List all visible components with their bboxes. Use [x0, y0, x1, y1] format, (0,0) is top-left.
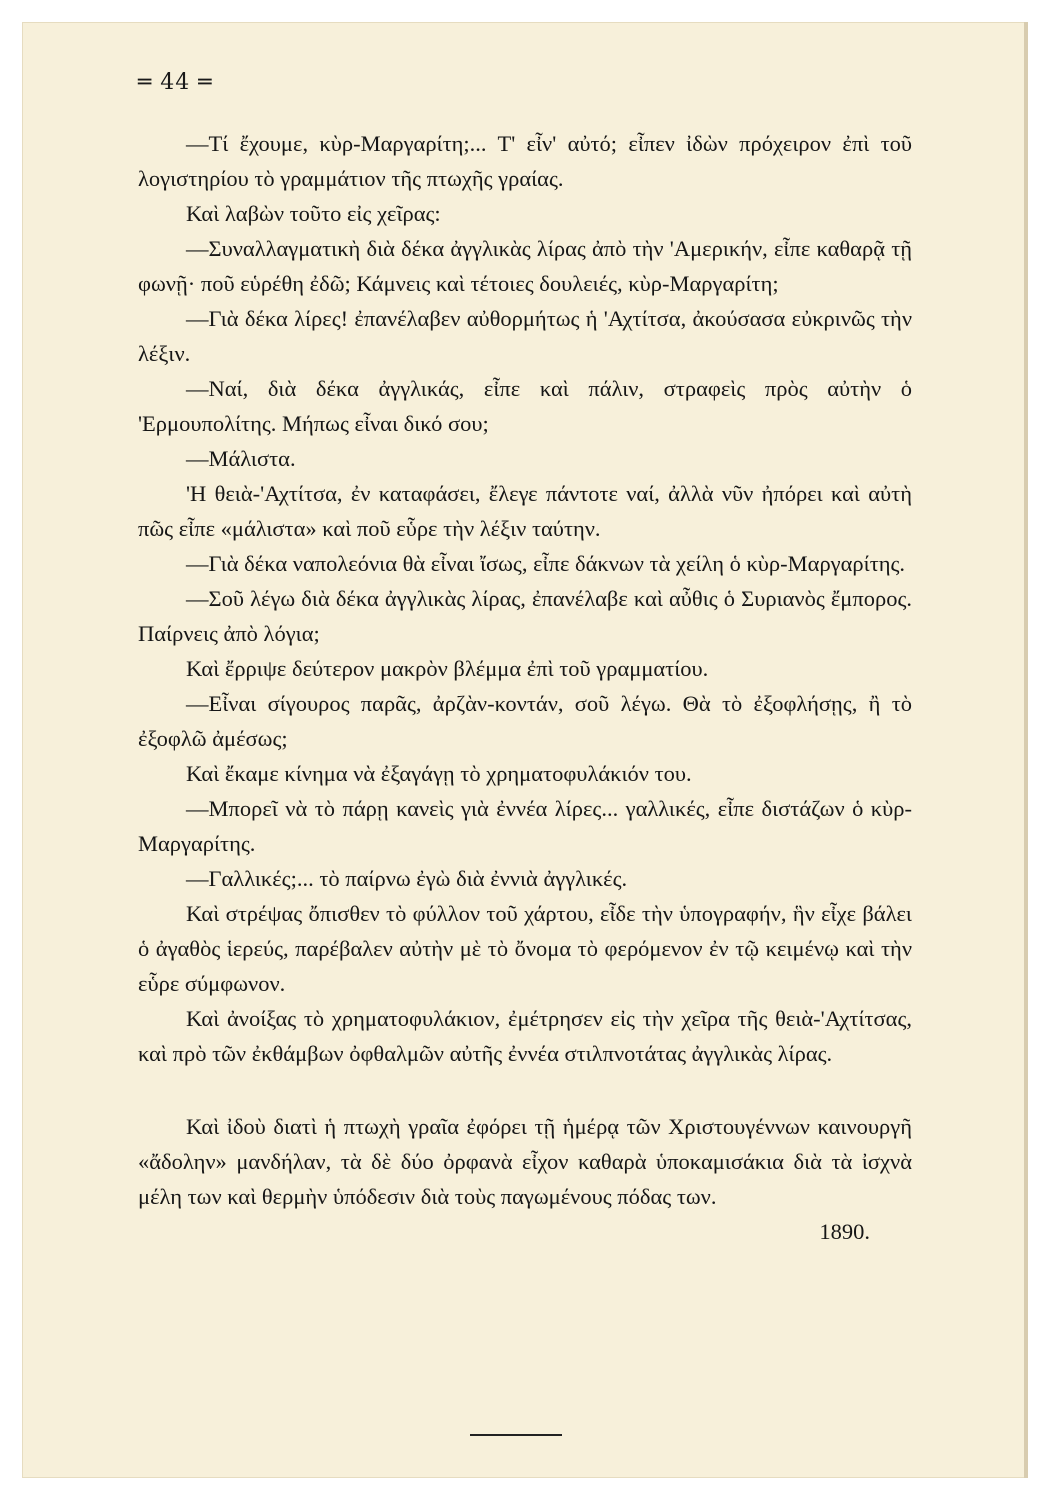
date-line: 1890.	[819, 1219, 870, 1244]
paragraph: —Μάλιστα.	[186, 446, 296, 471]
paragraph: —Γιὰ δέκα ναπολεόνια θὰ εἶναι ἴσως, εἶπε δάκνων τὰ χείλη ὁ κὺρ-Μαργαρίτης.	[186, 551, 906, 576]
paragraph: Καὶ ἀνοίξας τὸ χρηματοφυλάκιον, ἐμέτρησεν εἰς τὴν χεῖρα τῆς θειὰ-'Αχτίτσας, καὶ πρὸ τῶν ἐκθάμβων ὀφθαλμῶν αὐτῆς ἐννέα στιλπνοτάτας ἀγγλικὰς λίρας.	[138, 1006, 912, 1066]
paragraph: —Γαλλικές;... τὸ παίρνω ἐγὼ διὰ ἐννιὰ ἀγγλικές.	[186, 866, 628, 891]
page-body	[138, 126, 912, 1249]
paragraph: —Τί ἔχουμε, κὺρ-Μαργαρίτη;... Τ' εἶν' αὐτό; εἶπεν ἰδὼν πρόχειρον ἐπὶ τοῦ λογιστηρίου τὸ γραμμάτιον τῆς πτωχῆς γραίας.	[138, 131, 912, 191]
paragraph: Καὶ στρέψας ὄπισθεν τὸ φύλλον τοῦ χάρτου, εἶδε τὴν ὑπογραφήν, ἣν εἶχε βάλει ὁ ἀγαθὸς ἱερεύς, παρέβαλεν αὐτὴν μὲ τὸ ὄνομα τὸ φερόμενον ἐν τῷ κειμένῳ καὶ τὴν εὗρε σύμφωνον.	[138, 901, 912, 996]
paragraph: Καὶ λαβὼν τοῦτο εἰς χεῖρας:	[186, 201, 441, 226]
paragraph: Καὶ ἔρριψε δεύτερον μακρὸν βλέμμα ἐπὶ τοῦ γραμματίου.	[186, 656, 709, 681]
closing-paragraph: Καὶ ἰδοὺ διατὶ ἡ πτωχὴ γραῖα ἐφόρει τῇ ἡμέρᾳ τῶν Χριστουγέννων καινουργῆ «ἄδολην» μανδήλαν, τὰ δὲ δύο ὀρφανὰ εἶχον καθαρὰ ὑποκαμισάκια διὰ τὰ ἰσχνὰ μέλη των καὶ θερμὴν ὑπόδεσιν διὰ τοὺς παγωμένους πόδας των.	[138, 1114, 912, 1209]
paragraph: —Εἶναι σίγουρος παρᾶς, ἀρζὰν-κοντάν, σοῦ λέγω. Θὰ τὸ ἐξοφλήσῃς, ἢ τὸ ἐξοφλῶ ἀμέσως;	[138, 691, 912, 751]
paragraph: —Σοῦ λέγω διὰ δέκα ἀγγλικὰς λίρας, ἐπανέλαβε καὶ αὖθις ὁ Συριανὸς ἔμπορος. Παίρνεις ἀπὸ λόγια;	[138, 586, 912, 646]
paragraph: 'Η θειὰ-'Αχτίτσα, ἐν καταφάσει, ἔλεγε πάντοτε ναί, ἀλλὰ νῦν ἠπόρει καὶ αὐτὴ πῶς εἶπε «μάλιστα» καὶ ποῦ εὗρε τὴν λέξιν ταύτην.	[138, 481, 912, 541]
paragraph: —Ναί, διὰ δέκα ἀγγλικάς, εἶπε καὶ πάλιν, στραφεὶς πρὸς αὐτὴν ὁ 'Ερμουπολίτης. Μήπως εἶναι δικό σου;	[138, 376, 912, 436]
page-edge	[1024, 22, 1028, 1478]
paragraph: —Μπορεῖ νὰ τὸ πάρῃ κανεὶς γιὰ ἐννέα λίρες... γαλλικές, εἶπε διστάζων ὁ κὺρ-Μαργαρίτης.	[138, 796, 912, 856]
paragraph: —Συναλλαγματικὴ διὰ δέκα ἀγγλικὰς λίρας ἀπὸ τὴν 'Αμερικήν, εἶπε καθαρᾷ τῇ φωνῇ· ποῦ εὑρέθη ἐδῶ; Κάμνεις καὶ τέτοιες δουλειές, κὺρ-Μαργαρίτη;	[138, 236, 912, 296]
paragraph: Καὶ ἔκαμε κίνημα νὰ ἐξαγάγῃ τὸ χρηματοφυλάκιόν του.	[186, 761, 692, 786]
section-gap	[138, 1071, 912, 1109]
paragraph: —Γιὰ δέκα λίρες! ἐπανέλαβεν αὐθορμήτως ἡ 'Αχτίτσα, ἀκούσασα εὐκρινῶς τὴν λέξιν.	[138, 306, 912, 366]
page-number: ═ 44 ═	[138, 70, 213, 95]
end-rule	[470, 1434, 562, 1436]
